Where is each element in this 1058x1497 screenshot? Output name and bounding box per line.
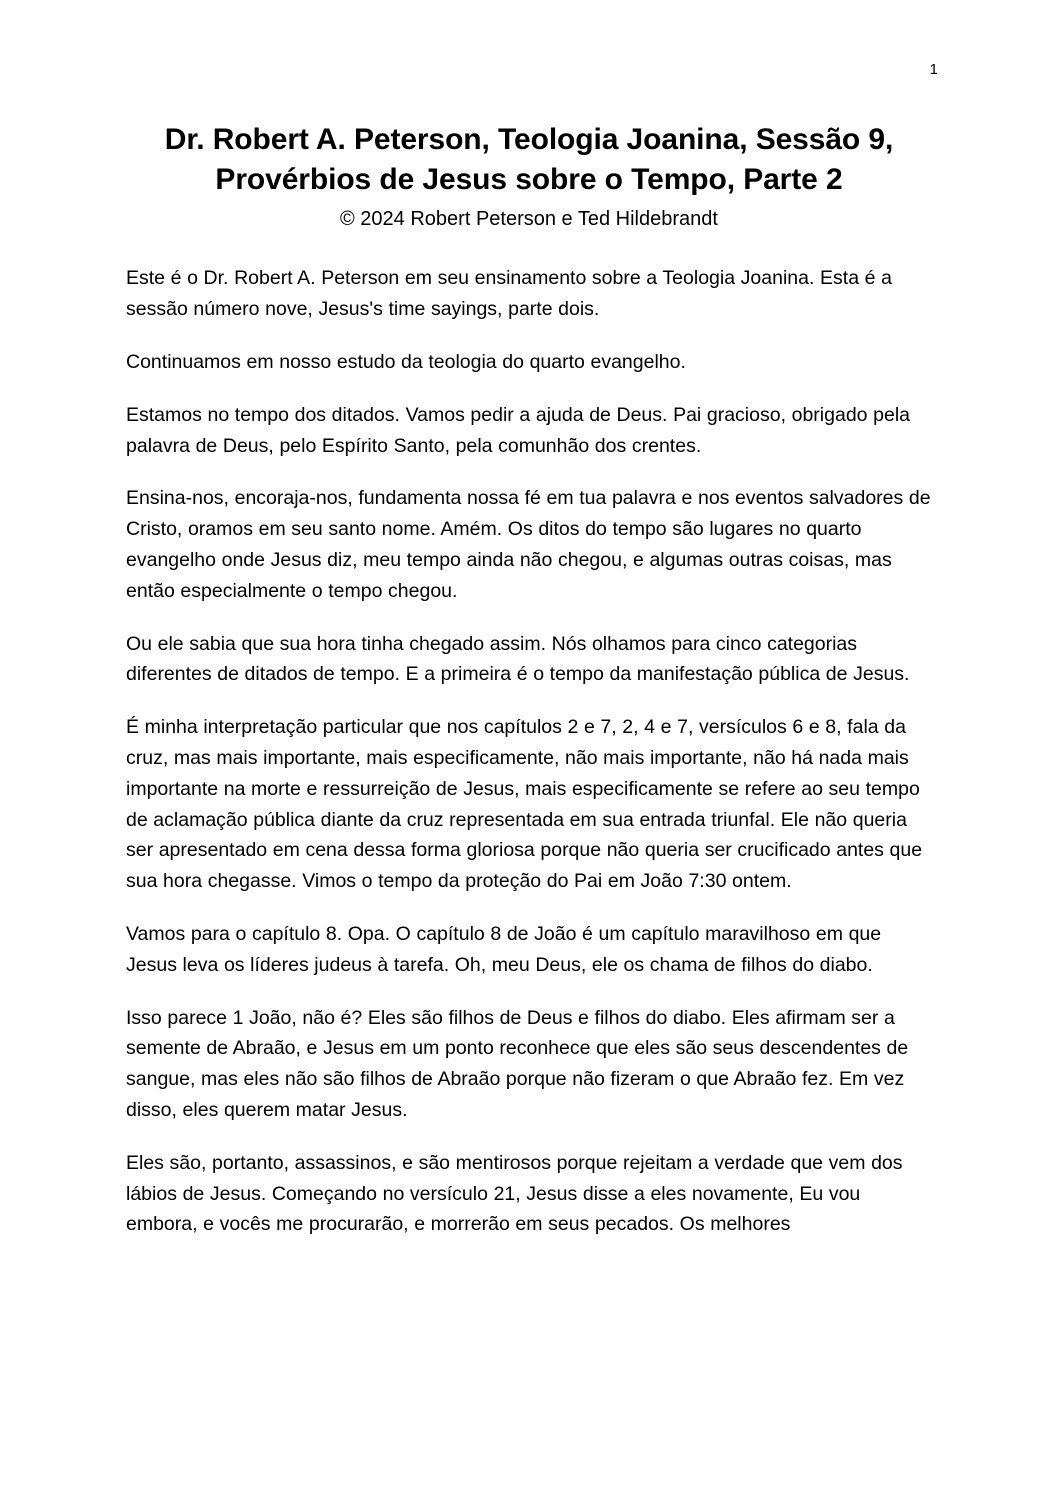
document-title: Dr. Robert A. Peterson, Teologia Joanina, Sessão 9, Provérbios de Jesus sobre o Tempo, Parte 2 [164, 123, 894, 197]
paragraph: É minha interpretação particular que nos capítulos 2 e 7, 2, 4 e 7, versículos 6 e 8, fala da cruz, mas mais importante, mais especificamente, não mais importante, não há nada mais importante na morte e ressurreição de Jesus, mais especificamente se refere ao seu tempo de aclamação pública diante da cruz representada em sua entrada triunfal. Ele não queria ser apresentado em cena dessa forma gloriosa porque não queria ser crucificado antes que sua hora chegasse. Vimos o tempo da proteção do Pai em João 7:30 ontem. [126, 716, 923, 893]
paragraph: Vamos para o capítulo 8. Opa. O capítulo 8 de João é um capítulo maravilhoso em que Jesus leva os líderes judeus à tarefa. Oh, meu Deus, ele os chama de filhos do diabo. [126, 922, 882, 976]
paragraph: Isso parece 1 João, não é? Eles são filhos de Deus e filhos do diabo. Eles afirmam ser a semente de Abraão, e Jesus em um ponto reconhece que eles são seus descendentes de sangue, mas eles não são filhos de Abraão porque não fizeram o que Abraão fez. Em vez disso, eles querem matar Jesus. [126, 1006, 909, 1121]
document-body [126, 263, 932, 1240]
paragraph: Estamos no tempo dos ditados. Vamos pedir a ajuda de Deus. Pai gracioso, obrigado pela palavra de Deus, pelo Espírito Santo, pela comunhão dos crentes. [126, 403, 910, 457]
paragraph: Eles são, portanto, assassinos, e são mentirosos porque rejeitam a verdade que vem dos lábios de Jesus. Começando no versículo 21, Jesus disse a eles novamente, Eu vou embora, e vocês me procurarão, e morrerão em seus pecados. Os melhores [126, 1151, 903, 1236]
paragraph: Ou ele sabia que sua hora tinha chegado assim. Nós olhamos para cinco categorias diferentes de ditados de tempo. E a primeira é o tempo da manifestação pública de Jesus. [126, 632, 910, 686]
copyright-line: © 2024 Robert Peterson e Ted Hildebrandt [340, 208, 718, 231]
paragraph: Continuamos em nosso estudo da teologia do quarto evangelho. [126, 350, 686, 373]
paragraph: Este é o Dr. Robert A. Peterson em seu ensinamento sobre a Teologia Joanina. Esta é a sessão número nove, Jesus's time sayings, parte dois. [126, 267, 892, 321]
page-number: 1 [929, 61, 938, 78]
document-content [126, 120, 932, 1262]
paragraph: Ensina-nos, encoraja-nos, fundamenta nossa fé em tua palavra e nos eventos salvadores de Cristo, oramos em seu santo nome. Amém. Os ditos do tempo são lugares no quarto evangelho onde Jesus diz, meu tempo ainda não chegou, e algumas outras coisas, mas então especialmente o tempo chegou. [126, 487, 931, 602]
